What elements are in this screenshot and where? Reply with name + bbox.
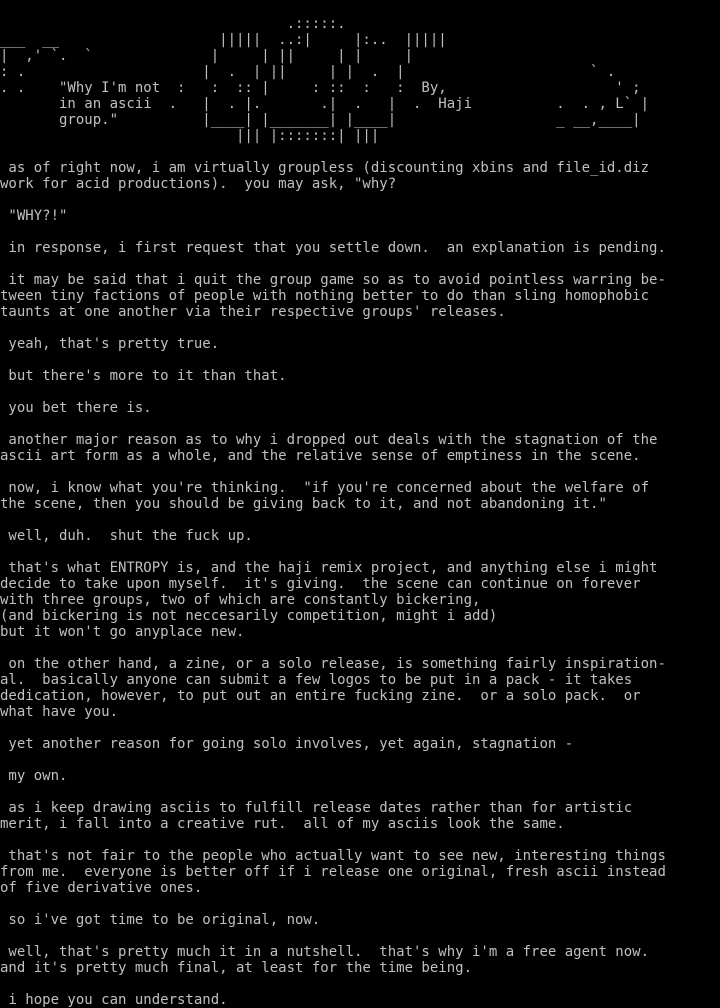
- text-line-18: another major reason as to why i dropped out deals with the stagnation of the: [0, 432, 658, 448]
- text-line-45: from me. everyone is better off if i release one original, fresh ascii instead: [0, 864, 666, 880]
- art-line-3: | ,' `. ` | | || | | |: [0, 48, 414, 64]
- text-line-27: decide to take upon myself. it's giving. the scene can continue on forever: [0, 576, 641, 592]
- text-line-46: of five derivative ones.: [0, 880, 203, 896]
- text-line-36: [0, 720, 666, 736]
- text-line-16: you bet there is.: [0, 400, 152, 416]
- text-line-47: [0, 896, 666, 912]
- text-line-33: al. basically anyone can submit a few logos to be put in a pack - it takes: [0, 672, 633, 688]
- art-line-4: : . | . | || | | . | ` .: [0, 64, 616, 80]
- art-line-5: . . "Why I'm not : : :: | : :: : : By, ' ;: [0, 80, 641, 96]
- text-line-24: well, duh. shut the fuck up.: [0, 528, 253, 544]
- text-line-38: [0, 752, 666, 768]
- art-line-7: group." |____| |_______| |____| _ __,____|: [0, 112, 641, 128]
- text-line-29: (and bickering is not neccesarily competition, might i add): [0, 608, 498, 624]
- text-line-50: well, that's pretty much it in a nutshell. that's why i'm a free agent now.: [0, 944, 650, 960]
- art-line-2: ___ __ ||||| ..:| |:.. |||||: [0, 32, 447, 48]
- art-line-1: .:::::.: [0, 16, 346, 32]
- text-line-13: [0, 352, 666, 368]
- text-line-10: taunts at one another via their respective groups' releases.: [0, 304, 506, 320]
- text-line-12: yeah, that's pretty true.: [0, 336, 220, 352]
- text-line-30: but it won't go anyplace new.: [0, 624, 245, 640]
- text-line-32: on the other hand, a zine, or a solo release, is something fairly inspiration-: [0, 656, 666, 672]
- text-line-49: [0, 928, 666, 944]
- text-line-23: [0, 512, 666, 528]
- text-line-17: [0, 416, 666, 432]
- text-line-9: tween tiny factions of people with nothing better to do than sling homophobic: [0, 288, 650, 304]
- article-text: [0, 160, 666, 1008]
- text-line-11: [0, 320, 666, 336]
- text-line-22: the scene, then you should be giving back to it, and not abandoning it.": [0, 496, 607, 512]
- text-line-21: now, i know what you're thinking. "if you're concerned about the welfare of: [0, 480, 650, 496]
- text-line-20: [0, 464, 666, 480]
- text-line-43: [0, 832, 666, 848]
- text-line-1: as of right now, i am virtually groupless (discounting xbins and file_id.diz: [0, 160, 650, 176]
- text-line-41: as i keep drawing asciis to fulfill release dates rather than for artistic: [0, 800, 633, 816]
- text-line-48: so i've got time to be original, now.: [0, 912, 321, 928]
- text-line-19: ascii art form as a whole, and the relative sense of emptiness in the scene.: [0, 448, 641, 464]
- text-line-6: in response, i first request that you settle down. an explanation is pending.: [0, 240, 666, 256]
- text-line-53: i hope you can understand.: [0, 992, 228, 1008]
- text-line-15: [0, 384, 666, 400]
- text-line-3: [0, 192, 666, 208]
- text-line-28: with three groups, two of which are constantly bickering,: [0, 592, 481, 608]
- text-line-42: merit, i fall into a creative rut. all of my asciis look the same.: [0, 816, 565, 832]
- text-line-52: [0, 976, 666, 992]
- text-line-39: my own.: [0, 768, 68, 784]
- art-line-8: ||| |:::::::| |||: [0, 128, 380, 144]
- text-line-14: but there's more to it than that.: [0, 368, 287, 384]
- text-line-31: [0, 640, 666, 656]
- text-line-37: yet another reason for going solo involves, yet again, stagnation -: [0, 736, 574, 752]
- text-line-51: and it's pretty much final, at least for the time being.: [0, 960, 473, 976]
- text-line-35: what have you.: [0, 704, 119, 720]
- text-line-8: it may be said that i quit the group game so as to avoid pointless warring be-: [0, 272, 666, 288]
- header-ascii-art: [0, 16, 650, 144]
- text-line-7: [0, 256, 666, 272]
- text-line-25: [0, 544, 666, 560]
- text-line-4: "WHY?!": [0, 208, 68, 224]
- text-line-44: that's not fair to the people who actually want to see new, interesting things: [0, 848, 666, 864]
- text-line-40: [0, 784, 666, 800]
- text-line-5: [0, 224, 666, 240]
- text-line-34: dedication, however, to put out an entire fucking zine. or a solo pack. or: [0, 688, 641, 704]
- text-line-26: that's what ENTROPY is, and the haji remix project, and anything else i might: [0, 560, 658, 576]
- text-line-2: work for acid productions). you may ask, "why?: [0, 176, 397, 192]
- art-line-6: in an ascii . | . |. .| . | . Haji . . , L` |: [0, 96, 650, 112]
